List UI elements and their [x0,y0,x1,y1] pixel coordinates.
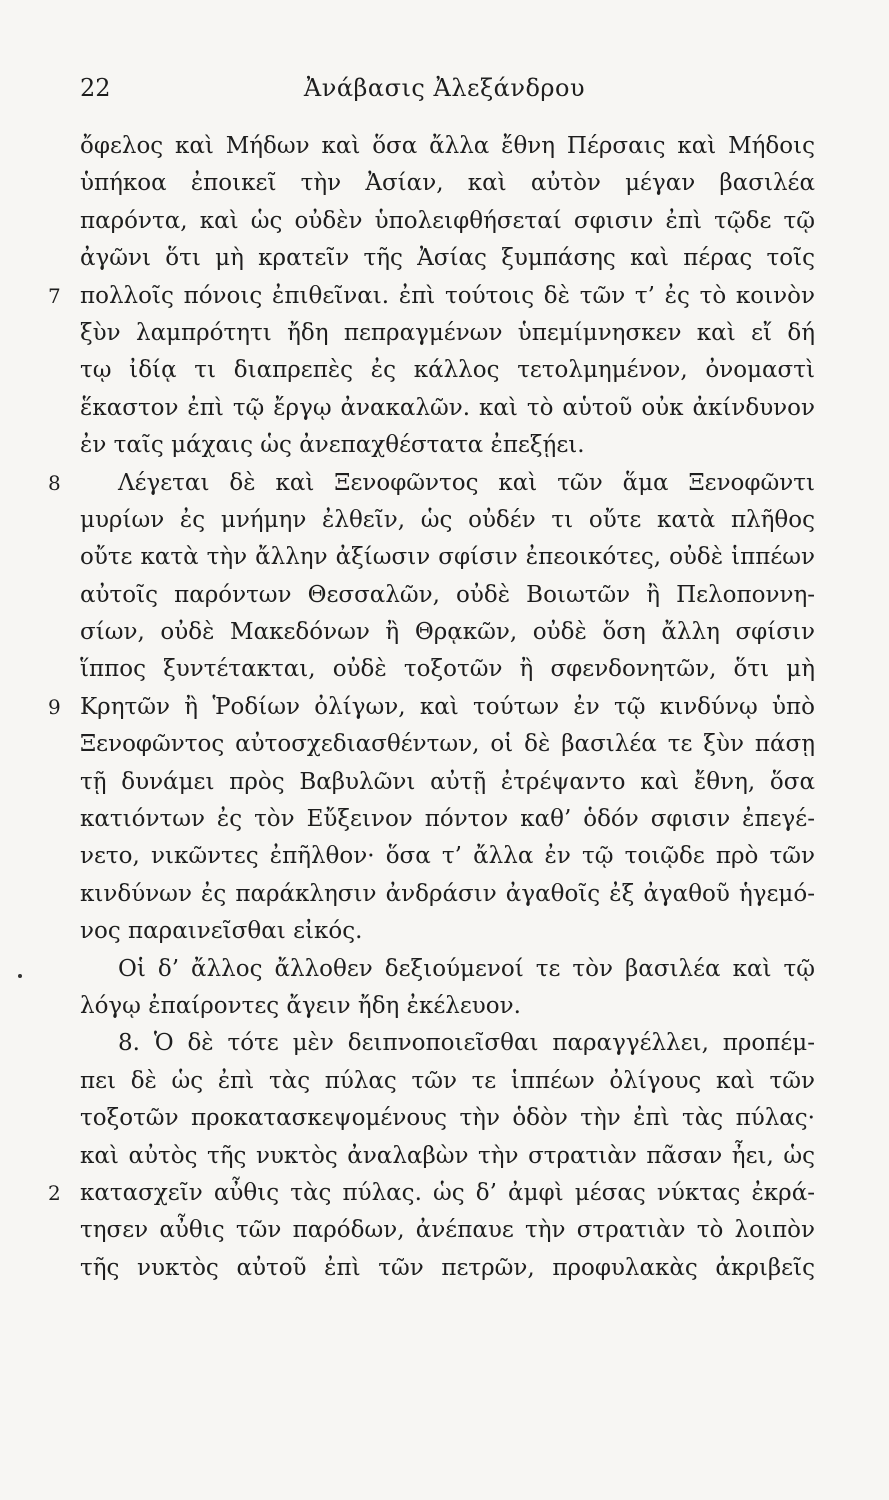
line-text: κινδύνων ἐς παράκλησιν ἀνδράσιν ἀγαθοῖς ἐξ ἀγαθοῦ ἡγεμό- [80,880,815,907]
text-line [80,988,815,1025]
line-text: μυρίων ἐς μνήμην ἐλθεῖν, ὡς οὐδέν τι οὔτε κατὰ πλῆθος [80,506,815,533]
text-line [80,427,815,464]
stray-dot [18,974,22,978]
text-line [48,1175,815,1212]
line-text: αὐτοῖς παρόντων Θεσσαλῶν, οὐδὲ Βοιωτῶν ἢ Πελοποννη- [80,581,815,608]
line-text: νετο, νικῶντες ἐπῆλθον· ὅσα τ’ ἄλλα ἐν τῷ τοιῷδε πρὸ τῶν [80,843,815,870]
margin-section-number: 7 [48,283,61,308]
text-line [80,838,815,875]
line-text: οὔτε κατὰ τὴν ἄλλην ἀξίωσιν σφίσιν ἐπεοικότες, οὐδὲ ἱππέων [80,544,815,571]
line-text: Ξενοφῶντος αὐτοσχεδιασθέντων, οἱ δὲ βασιλέα τε ξὺν πάσῃ [80,731,815,758]
line-text: πολλοῖς πόνοις ἐπιθεῖναι. ἐπὶ τούτοις δὲ τῶν τ’ ἐς τὸ κοινὸν [80,282,815,309]
text-line [80,165,815,202]
running-title: Ἀνάβασις Ἀλεξάνδρου [303,74,586,102]
page-header [80,74,809,110]
text-line [80,1212,815,1249]
text-line [80,240,815,277]
line-text: τῳ ἰδίᾳ τι διαπρεπὲς ἐς κάλλος τετολμημένον, ὀνομαστὶ [80,357,815,384]
text-line [80,577,815,614]
text-line [80,764,815,801]
text-line [80,614,815,651]
body-text [48,128,815,1287]
text-line [80,876,815,913]
line-text: Λέγεται δὲ καὶ Ξενοφῶντος καὶ τῶν ἅμα Ξενοφῶντι [118,469,815,496]
line-text: ξὺν λαμπρότητι ἤδη πεπραγμένων ὑπεμίμνησκεν καὶ εἴ δή [80,319,815,346]
line-text: τοξοτῶν προκατασκεψομένους τὴν ὁδὸν τὴν ἐπὶ τὰς πύλας· [80,1105,815,1132]
line-text: 8. Ὁ δὲ τότε μὲν δειπνοποιεῖσθαι παραγγέλλει, προπέμ- [118,1030,815,1057]
text-line [80,1063,815,1100]
text-line [80,539,815,576]
text-line [80,203,815,240]
line-text: σίων, οὐδὲ Μακεδόνων ἢ Θρᾳκῶν, οὐδὲ ὅση ἄλλη σφίσιν [80,619,815,646]
margin-section-number: 8 [48,470,61,495]
line-text: καὶ αὐτὸς τῆς νυκτὸς ἀναλαβὼν τὴν στρατιὰν πᾶσαν ἦει, ὡς [80,1142,815,1169]
text-line [80,1025,815,1062]
text-line [80,951,815,988]
line-text: νος παραινεῖσθαι εἰκός. [80,918,363,945]
line-text: ἵππος ξυντέτακται, οὐδὲ τοξοτῶν ἢ σφενδονητῶν, ὅτι μὴ [80,656,815,683]
line-text: λόγῳ ἐπαίροντες ἄγειν ἤδη ἐκέλευον. [80,992,521,1019]
line-text: ὑπήκοα ἐποικεῖ τὴν Ἀσίαν, καὶ αὐτὸν μέγαν βασιλέα [80,170,815,197]
text-line [80,315,815,352]
margin-section-number: 2 [48,1180,61,1205]
line-text: Κρητῶν ἢ Ῥοδίων ὀλίγων, καὶ τούτων ἐν τῷ κινδύνῳ ὑπὸ [80,693,815,720]
text-line [80,801,815,838]
margin-section-number: 9 [48,694,61,719]
line-text: παρόντα, καὶ ὡς οὐδὲν ὑπολειφθήσεταί σφισιν ἐπὶ τῷδε τῷ [80,207,815,234]
line-text: τῇ δυνάμει πρὸς Βαβυλῶνι αὐτῇ ἐτρέψαντο καὶ ἔθνη, ὅσα [80,768,815,795]
text-line [48,689,815,726]
text-line [80,390,815,427]
text-line [80,1100,815,1137]
page-number: 22 [80,74,111,102]
text-line [48,278,815,315]
line-text: κατιόντων ἐς τὸν Εὔξεινον πόντον καθ’ ὁδόν σφισιν ἐπεγέ- [80,806,815,833]
line-text: ἐν ταῖς μάχαις ὡς ἀνεπαχθέστατα ἐπεξῄει. [80,432,585,459]
line-text: Οἱ δ’ ἄλλος ἄλλοθεν δεξιούμενοί τε τὸν βασιλέα καὶ τῷ [118,955,815,982]
line-text: τῆς νυκτὸς αὐτοῦ ἐπὶ τῶν πετρῶν, προφυλακὰς ἀκριβεῖς [80,1254,815,1281]
line-text: πει δὲ ὡς ἐπὶ τὰς πύλας τῶν τε ἱππέων ὀλίγους καὶ τῶν [80,1067,815,1094]
text-line [80,128,815,165]
text-line [80,651,815,688]
line-text: τησεν αὖθις τῶν παρόδων, ἀνέπαυε τὴν στρατιὰν τὸ λοιπὸν [80,1217,815,1244]
line-text: ὄφελος καὶ Μήδων καὶ ὅσα ἄλλα ἔθνη Πέρσαις καὶ Μήδοις [80,133,815,159]
text-line [80,1138,815,1175]
text-line [80,352,815,389]
line-text: κατασχεῖν αὖθις τὰς πύλας. ὡς δ’ ἀμφὶ μέσας νύκτας ἐκρά- [80,1179,815,1206]
text-line [80,913,815,950]
text-line [80,502,815,539]
line-text: ἕκαστον ἐπὶ τῷ ἔργῳ ἀνακαλῶν. καὶ τὸ αὑτοῦ οὐκ ἀκίνδυνον [80,394,815,421]
text-line [48,465,815,502]
line-text: ἀγῶνι ὅτι μὴ κρατεῖν τῆς Ἀσίας ξυμπάσης καὶ πέρας τοῖς [80,245,815,272]
text-line [80,1250,815,1287]
text-line [80,726,815,763]
